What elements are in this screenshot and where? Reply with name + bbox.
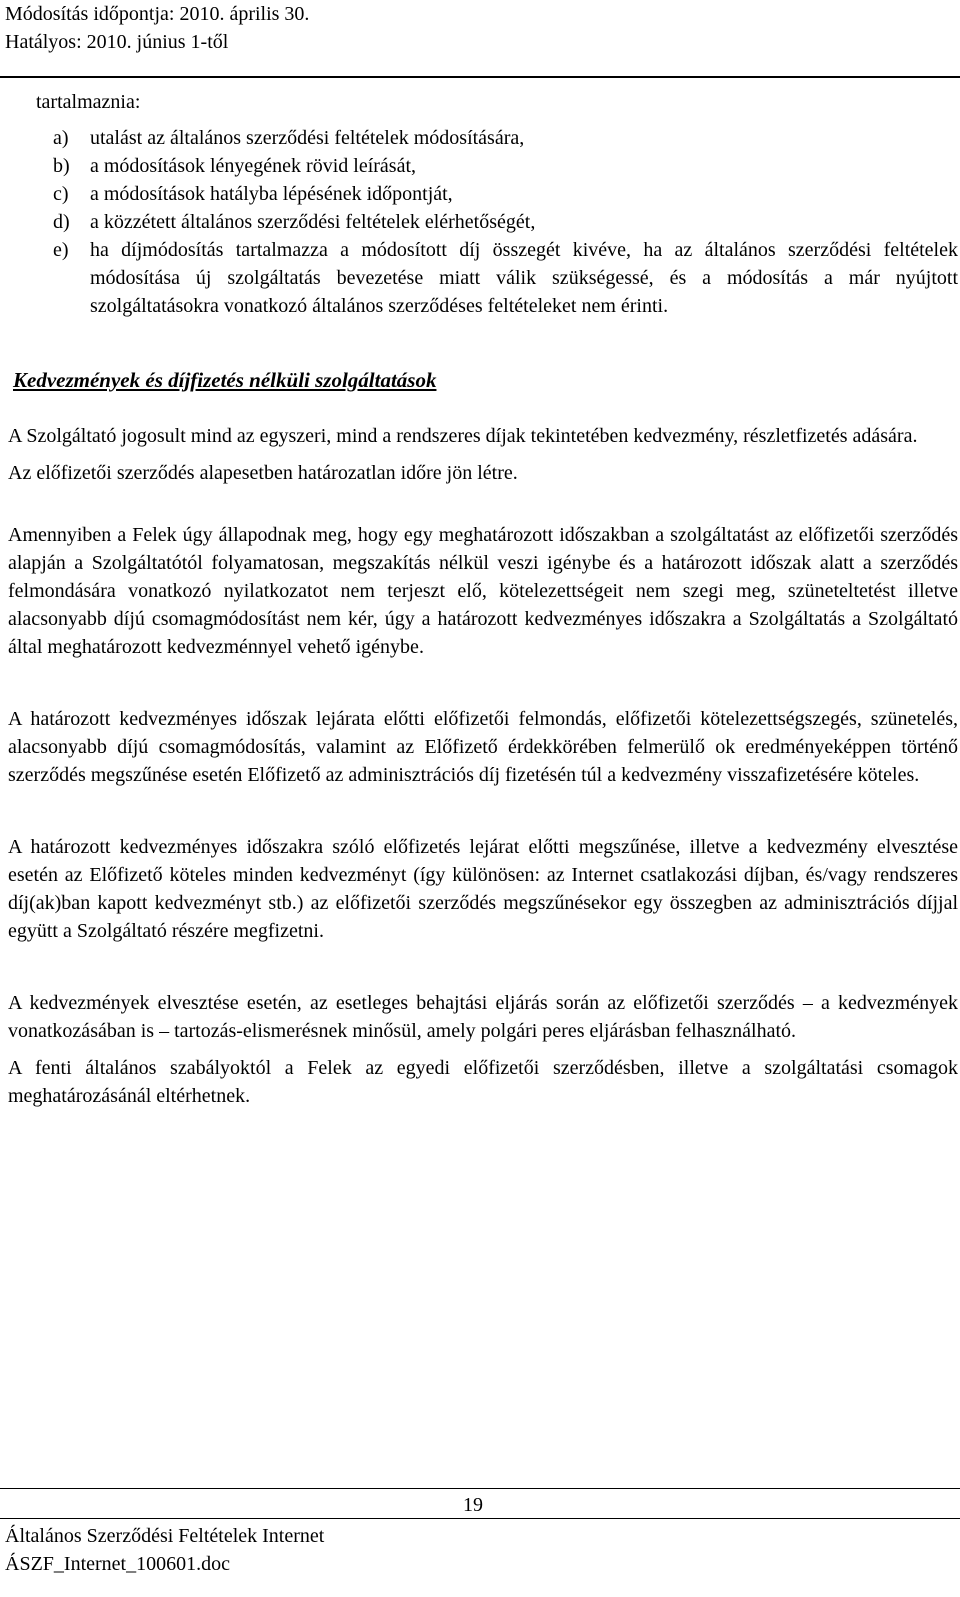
paragraph: Amennyiben a Felek úgy állapodnak meg, hogy egy meghatározott időszakban a szolgáltatást az előfizetői szerződés alapján a Szolgáltatótól folyamatosan, megszakítás nélkül veszi igénybe és a határozott időszak alatt a szerződés felmondására vonatkozó nyilatkozatot nem terjeszt elő, kötelezettségeit nem szegi meg, szüneteltetést illetve alacsonyabb díjú csomagmódosítást nem kér, úgy a határozott kedvezményes időszakra a Szolgáltatás a Szolgáltató által meghatározott kedvezménnyel vehető igénybe. [8,524,958,658]
list-item [8,180,958,208]
paragraph: A Szolgáltató jogosult mind az egyszeri, mind a rendszeres díjak tekintetében kedvezmény, részletfizetés adására. [8,425,918,447]
list-item [8,208,958,236]
footer-divider [0,1488,960,1489]
list-item-text: utalást az általános szerződési feltételek módosítására, [90,127,525,149]
list-marker: d) [53,211,70,233]
footer-divider [0,1518,960,1519]
page-number: 19 [463,1494,483,1516]
document-body [8,88,958,1110]
page-footer [0,1488,960,1597]
list-item [8,152,958,180]
footer-doc-title: Általános Szerződési Feltételek Internet [5,1525,325,1547]
intro-text: tartalmaznia: [36,91,141,113]
list-item-text: a módosítások lényegének rövid leírását, [90,155,417,177]
section-title: Kedvezmények és díjfizetés nélküli szolgáltatások [13,368,437,392]
paragraph: A kedvezmények elvesztése esetén, az esetleges behajtási eljárás során az előfizetői szerződés – a kedvezmények vonatkozásában is – tartozás-elismerésnek minősül, amely polgári peres eljárásban felhasználható. [8,992,958,1042]
effective-date: Hatályos: 2010. június 1-től [5,31,229,53]
list-item [8,124,958,152]
list-marker: c) [53,183,69,205]
list-marker: e) [53,239,69,261]
modification-date: Módosítás időpontja: 2010. április 30. [5,3,310,25]
page-header [0,0,960,78]
list-marker: a) [53,127,69,149]
list-item-text: a módosítások hatályba lépésének időpontját, [90,183,453,205]
paragraph: A határozott kedvezményes időszakra szóló előfizetés lejárat előtti megszűnése, illetve a kedvezmény elvesztése esetén az Előfizető köteles minden kedvezményt (így különösen: az Internet csatlakozási díjban, és/vagy rendszeres díj(ak)ban kapott kedvezményt stb.) az előfizetői szerződés megszűnésekor egy összegben az adminisztrációs díjjal együtt a Szolgáltató részére megfizetni. [8,836,958,942]
list-item-text: a közzétett általános szerződési feltételek elérhetőségét, [90,211,536,233]
paragraph: A határozott kedvezményes időszak lejárata előtti előfizetői felmondás, előfizetői kötelezettségszegés, szünetelés, alacsonyabb díjú csomagmódosítás, valamint az Előfizető érdekkörében felmerülő ok eredményeképpen történő szerződés megszűnése esetén Előfizető az adminisztrációs díj fizetésén túl a kedvezmény visszafizetésére köteles. [8,708,958,786]
list-marker: b) [53,155,70,177]
paragraph: A fenti általános szabályoktól a Felek az egyedi előfizetői szerződésben, illetve a szolgáltatási csomagok meghatározásánál eltérhetnek. [8,1057,958,1107]
list-item [8,236,958,320]
list-item-text: ha díjmódosítás tartalmazza a módosított díj összegét kivéve, ha az általános szerződési feltételek módosítása új szolgáltatás bevezetése miatt válik szükségessé, és a módosítás a már nyújtott szolgáltatásokra vonatkozó általános szerződéses feltételeket nem érinti. [90,239,958,317]
footer-file-name: ÁSZF_Internet_100601.doc [5,1553,230,1575]
paragraph: Az előfizetői szerződés alapesetben határozatlan időre jön létre. [8,462,518,484]
requirements-list [8,124,958,320]
